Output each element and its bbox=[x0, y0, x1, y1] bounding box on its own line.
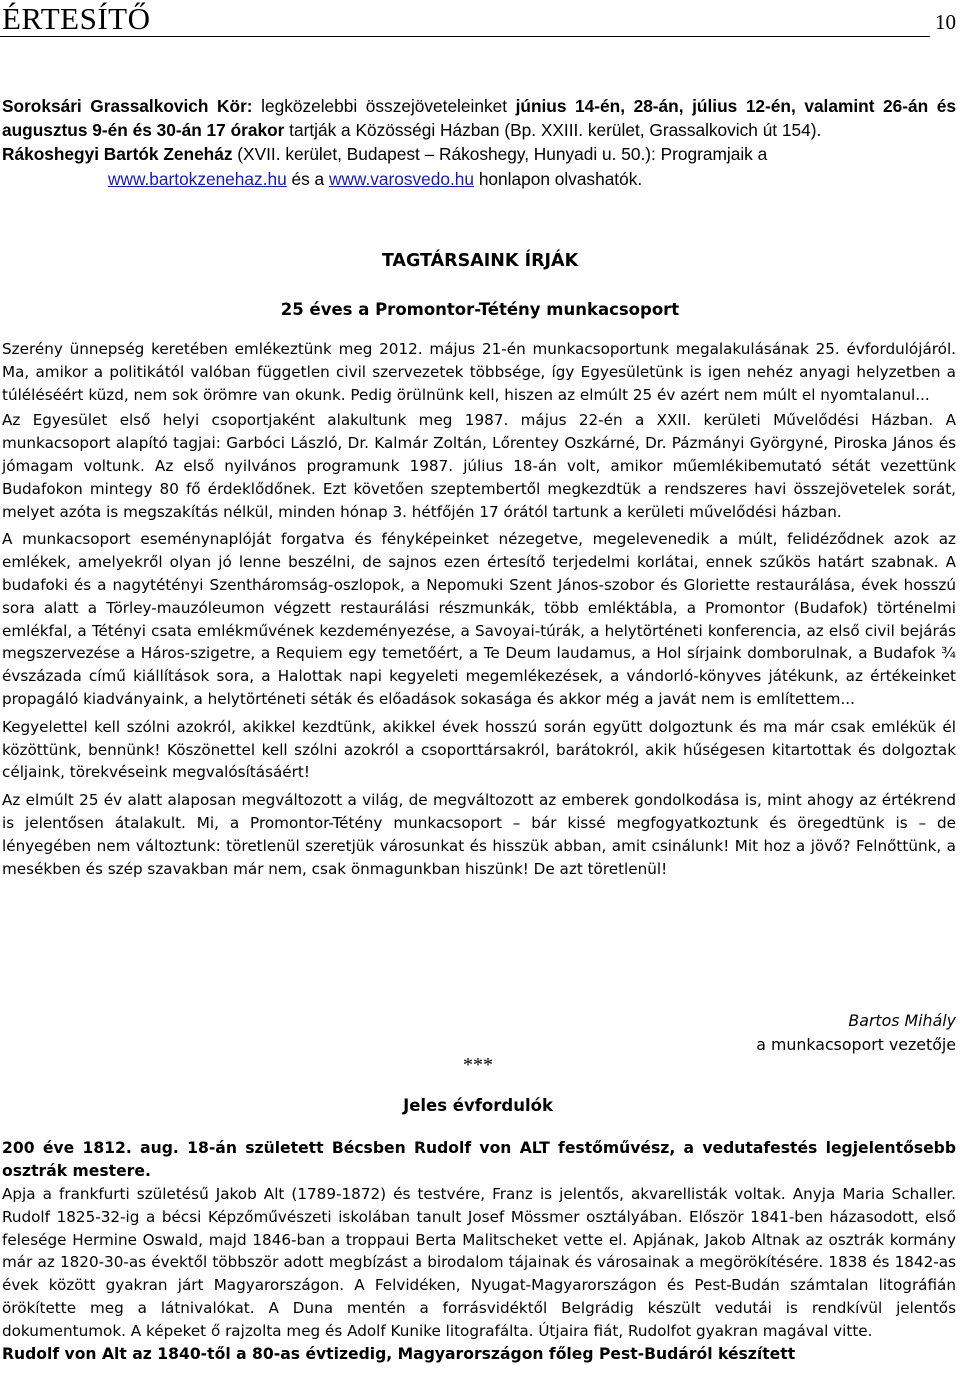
announcement-links bbox=[2, 167, 956, 191]
announcement-text: legközelebbi összejöveteleinket bbox=[252, 96, 516, 116]
newsletter-title: ÉRTESÍTŐ bbox=[2, 1, 151, 36]
link-varosvedo[interactable]: www.varosvedo.hu bbox=[328, 168, 475, 189]
announcement-text: és a bbox=[286, 168, 329, 189]
anniversaries-body bbox=[2, 1137, 956, 1366]
meeting-dates: június 14-én, 28-án, július 12-én, valamint 26-án és augusztus 9-én és 30-án 17 órakor bbox=[2, 96, 956, 141]
announcement-text: honlapon olvashatók. bbox=[474, 168, 643, 189]
anniversary-continuation: Rudolf von Alt az 1840-től a 80-as évtizedig, Magyarországon főleg Pest-Budáról készített bbox=[2, 1344, 796, 1363]
article-paragraph: Szerény ünnepség keretében emlékeztünk meg 2012. május 21-én munkacsoportunk megalakulásának 25. évfordulójáról. Ma, amikor a politikától valóban független civil szervezetek többsége, így Egyesületünk is igen nehéz anyagi helyzetben a túléléséért küzd, nem sok örömre van okunk. Pedig örülnünk kell, hiszen az elmúlt 25 év azért nem múlt el nyomtalanul... bbox=[2, 340, 956, 404]
link-bartokzenehaz[interactable]: www.bartokzenehaz.hu bbox=[108, 168, 287, 189]
announcement-grassalkovich bbox=[2, 94, 956, 142]
article-body bbox=[2, 338, 956, 880]
announcements bbox=[2, 94, 956, 191]
anniversaries-heading: Jeles évfordulók bbox=[403, 1096, 553, 1115]
announcement-text: (XVII. kerület, Budapest – Rákoshegy, Hunyadi u. 50.): Programjaik a bbox=[232, 144, 768, 165]
article-paragraph: A munkacsoport eseménynaplóját forgatva és fényképeinket nézegetve, megelevenedik a múlt, felidéződnek azok az emlékek, amelyekről olyan jó lenne beszélni, de sajnos ezen értesítő terjedelmi korlátai, ennek szűkös határt szabnak. A budafoki és a nagytétényi Szentháromság-oszlopok, a Nepomuki Szent János-szobor és Gloriette restaurálása, évek hosszú sora alatt a Törley-mauzóleumon végzett restaurálási részmunkák, több emléktábla, a Promontor (Budafok) történelmi emlékfal, a Tétényi csata emlékművének kezdeményezése, a Savoyai-túrák, a helytörténeti konferencia, az első civil bejárás megszervezése a Háros-szigetre, a Requiem egy temetőért, a Te Deum laudamus, a Hol sírjaink domborulnak, a Budafok ¾ évszázada című kiállítások sora, a Halottak napi kegyeleti megemlékezések, a vándorló-könyves játékunk, az értékeinket propagáló kiadványaink, a helytörténeti séták és előadások sokasága és akkor még a javát nem is említettem... bbox=[2, 530, 956, 708]
page-header bbox=[0, 0, 960, 44]
org-name-grassalkovich: Soroksári Grassalkovich Kör: bbox=[2, 96, 253, 116]
article-title: 25 éves a Promontor-Tétény munkacsoport bbox=[280, 300, 680, 319]
anniversary-lead: 200 éve 1812. aug. 18-án született Bécsben Rudolf von ALT festőművész, a vedutafestés legjelentősebb osztrák mestere. bbox=[2, 1139, 956, 1180]
article-paragraph: Az elmúlt 25 év alatt alaposan megváltozott a világ, de megváltozott az emberek gondolkodása is, mint ahogy az értékrend is jelentősen átalakult. Mi, a Promontor-Tétény munkacsoport – bár kissé megfogyatkoztunk és öregedtünk is – de lényegében nem változtunk: töretlenül szeretjük városunkat és hisszük abban, amit csinálunk! Mit hoz a jövő? Felnőttünk, a mesékben és szép szavakban már nem, csak önmagunkban hiszünk! De azt töretlenül! bbox=[2, 791, 956, 878]
article-paragraph: Az Egyesület első helyi csoportjaként alakultunk meg 1987. május 22-én a XXII. kerületi Művelődési Házban. A munkacsoport alapító tagjai: Garbóci László, Dr. Kalmár Zoltán, Lőrentey Oszkárné, Dr. Pázmányi Györgyné, Piroska János és jómagam voltunk. Az első nyilvános programunk 1987. július 18-án volt, amikor műemlékibemutató sétát vezettünk Budafokon mintegy 80 fő érdeklődőnek. Ezt követően szeptembertől megkezdtük a rendszeres havi összejövetelek sorát, melyet azóta is megszakítás nélkül, minden hónap 3. hétfőjén 17 órától tartunk a kerületi művelődési házban. bbox=[2, 411, 956, 521]
header-rule bbox=[0, 36, 930, 37]
section-heading: TAGTÁRSAINK ÍRJÁK bbox=[381, 251, 579, 271]
announcement-bartok bbox=[2, 142, 956, 166]
signature-name: Bartos Mihály bbox=[848, 1011, 956, 1030]
org-name-bartok: Rákoshegyi Bartók Zeneház bbox=[2, 144, 233, 165]
article-paragraph: Kegyelettel kell szólni azokról, akikkel kezdtünk, akikkel évek hosszú során együtt dolgoztunk és ma már csak emlékük él közöttünk, bennünk! Köszönettel kell szólni azokról a csoporttársakról, barátokról, akik hűségesen kitartottak és dolgoztak céljaink, törekvéseink megvalósításáért! bbox=[2, 717, 956, 782]
announcement-text: tartják a Közösségi Házban (Bp. XXIII. kerület, Grassalkovich út 154). bbox=[284, 120, 822, 141]
signature-block bbox=[756, 1009, 956, 1057]
anniversary-paragraph: Apja a frankfurti születésű Jakob Alt (1789-1872) és testvére, Franz is jelentős, akvarellisták voltak. Anyja Maria Schaller. Rudolf 1825-32-ig a bécsi Képzőművészeti iskolában tanult Josef Mössmer osztályában. Először 1841-ben házasodott, első felesége Hermine Oswald, majd 1846-ban a troppaui Berta Malitscheket vette el. Apjának, Jakob Altnak az osztrák kormány már az 1820-30-as évektől többször adott megbízást a birodalom tájainak és városainak a megörökítésére. 1838 és 1842-as évek között gyakran járt Magyarországon. A Felvidéken, Nyugat-Magyarországon és Pest-Budán számtalan litográfián örökítette meg a látnivalókat. A Duna mentén a forrásvidéktől Belgrádig készült vedutái is rendkívül jelentős dokumentumok. A képeket ő rajzolta meg és Adolf Kunike litografálta. Útjaira fiát, Rudolfot gyakran magával vitte. bbox=[2, 1185, 956, 1340]
page-number: 10 bbox=[935, 10, 956, 34]
signature-role: a munkacsoport vezetője bbox=[756, 1035, 956, 1054]
section-separator: *** bbox=[463, 1054, 493, 1076]
